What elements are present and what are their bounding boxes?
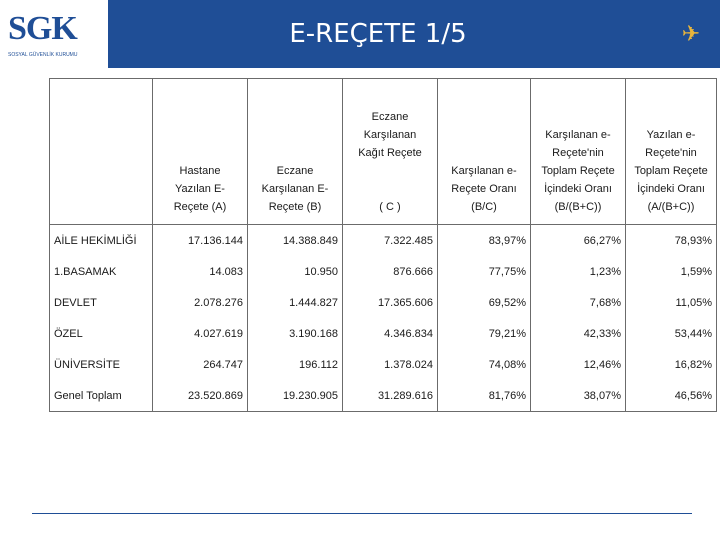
- column-header-bc: Karşılanan e- Reçete Oranı (B/C): [438, 79, 531, 225]
- cell-c: 7.322.485: [343, 225, 438, 257]
- cell-abc: 11,05%: [626, 287, 717, 318]
- cell-c: 31.289.616: [343, 380, 438, 412]
- row-label: ÜNİVERSİTE: [50, 349, 153, 380]
- cell-bbc: 38,07%: [531, 380, 626, 412]
- table-row: [50, 287, 717, 318]
- sgk-logo: [0, 0, 108, 68]
- column-header-b: Eczane Karşılanan E- Reçete (B): [248, 79, 343, 225]
- cell-a: 2.078.276: [153, 287, 248, 318]
- logo-subtitle: SOSYAL GÜVENLİK KURUMU: [8, 52, 78, 58]
- cell-bc: 81,76%: [438, 380, 531, 412]
- table-row: [50, 225, 717, 257]
- table-header-row: [50, 79, 717, 225]
- logo-text: SGK: [8, 10, 77, 47]
- cell-bbc: 12,46%: [531, 349, 626, 380]
- cell-bbc: 66,27%: [531, 225, 626, 257]
- cell-c: 876.666: [343, 256, 438, 287]
- cell-a: 17.136.144: [153, 225, 248, 257]
- cell-b: 19.230.905: [248, 380, 343, 412]
- cell-bc: 77,75%: [438, 256, 531, 287]
- slide-title: E-REÇETE 1/5: [289, 19, 467, 49]
- cell-abc: 1,59%: [626, 256, 717, 287]
- cell-c: 1.378.024: [343, 349, 438, 380]
- table-row: [50, 380, 717, 412]
- prescription-table: [49, 78, 717, 412]
- row-label: DEVLET: [50, 287, 153, 318]
- footer-divider: [32, 513, 692, 514]
- cell-abc: 16,82%: [626, 349, 717, 380]
- cell-a: 23.520.869: [153, 380, 248, 412]
- column-header-a: Hastane Yazılan E- Reçete (A): [153, 79, 248, 225]
- table-row: [50, 318, 717, 349]
- cell-b: 3.190.168: [248, 318, 343, 349]
- cell-bbc: 42,33%: [531, 318, 626, 349]
- column-header-label: [50, 79, 153, 225]
- cell-a: 14.083: [153, 256, 248, 287]
- cell-b: 1.444.827: [248, 287, 343, 318]
- cell-bc: 74,08%: [438, 349, 531, 380]
- cell-abc: 78,93%: [626, 225, 717, 257]
- row-label: AİLE HEKİMLİĞİ: [50, 225, 153, 257]
- cell-b: 14.388.849: [248, 225, 343, 257]
- arrow-right-icon[interactable]: ✈: [681, 21, 701, 46]
- cell-a: 4.027.619: [153, 318, 248, 349]
- cell-bc: 69,52%: [438, 287, 531, 318]
- column-header-bbc: Karşılanan e- Reçete'nin Toplam Reçete İçindeki Oranı (B/(B+C)): [531, 79, 626, 225]
- slide-header: [0, 0, 720, 68]
- table-row: [50, 349, 717, 380]
- row-label: ÖZEL: [50, 318, 153, 349]
- cell-b: 10.950: [248, 256, 343, 287]
- cell-bc: 79,21%: [438, 318, 531, 349]
- cell-abc: 53,44%: [626, 318, 717, 349]
- cell-c: 4.346.834: [343, 318, 438, 349]
- cell-bbc: 1,23%: [531, 256, 626, 287]
- cell-a: 264.747: [153, 349, 248, 380]
- cell-bbc: 7,68%: [531, 287, 626, 318]
- cell-c: 17.365.606: [343, 287, 438, 318]
- row-label: Genel Toplam: [50, 380, 153, 412]
- column-header-c: Eczane Karşılanan Kağıt Reçete ( C ): [343, 79, 438, 225]
- row-label: 1.BASAMAK: [50, 256, 153, 287]
- cell-b: 196.112: [248, 349, 343, 380]
- column-header-abc: Yazılan e- Reçete'nin Toplam Reçete İçindeki Oranı (A/(B+C)): [626, 79, 717, 225]
- table-row: [50, 256, 717, 287]
- cell-bc: 83,97%: [438, 225, 531, 257]
- cell-abc: 46,56%: [626, 380, 717, 412]
